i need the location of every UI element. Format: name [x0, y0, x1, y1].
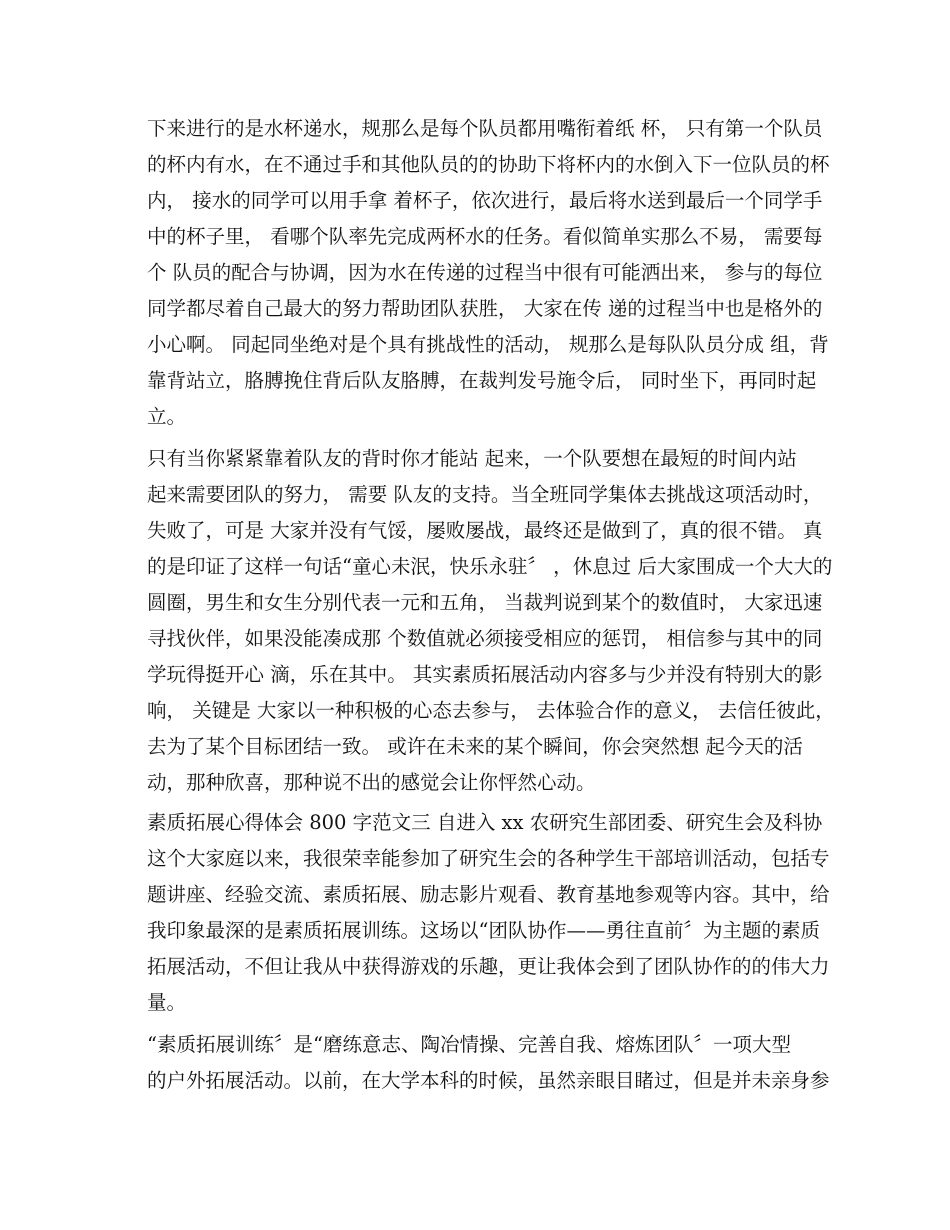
- text-line: 学玩得挺开心 滴，乐在其中。 其实素质拓展活动内容多与少并没有特别大的影: [147, 663, 823, 686]
- text-line: 起来需要团队的努力， 需要 队友的支持。当全班同学集体去挑战这项活动时，: [147, 483, 823, 506]
- text-line: 只有当你紧紧靠着队友的背时你才能站 起来，一个队要想在最短的时间内站: [147, 447, 797, 470]
- text-line: 个 队员的配合与协调，因为水在传递的过程当中很有可能洒出来， 参与的每位: [147, 261, 823, 284]
- text-line: 立。: [147, 405, 187, 428]
- text-line: 素质拓展心得体会 800 字范文三 自进入 xx 农研究生部团委、研究生会及科协: [147, 811, 823, 834]
- text-line: 响， 关键是 大家以一种积极的心态去参与， 去体验合作的意义， 去信任彼此，: [147, 699, 835, 722]
- text-line: 的户外拓展活动。以前，在大学本科的时候，虽然亲眼目睹过，但是并未亲身参: [147, 1069, 830, 1092]
- text-line: 靠背站立，胳膊挽住背后队友胳膊，在裁判发号施令后， 同时坐下，再同时起: [147, 369, 817, 392]
- text-line: 小心啊。 同起同坐绝对是个具有挑战性的活动， 规那么是每队队员分成 组，背: [147, 333, 829, 356]
- text-line: 我印象最深的是素质拓展训练。这场以“团队协作——勇往直前〞为主题的素质: [147, 919, 820, 942]
- text-line: 这个大家庭以来，我很荣幸能参加了研究生会的各种学生干部培训活动，包括专: [147, 847, 830, 870]
- text-line: 下来进行的是水杯递水，规那么是每个队员都用嘴衔着纸 杯， 只有第一个队员: [147, 117, 823, 140]
- text-line: “素质拓展训练〞是“磨练意志、陶冶情操、完善自我、熔炼团队〞一项大型: [147, 1033, 791, 1056]
- text-line: 圆圈，男生和女生分别代表一元和五角， 当裁判说到某个的数值时， 大家迅速: [147, 591, 823, 614]
- text-line: 量。: [147, 991, 187, 1014]
- text-line: 寻找伙伴，如果没能凑成那 个数值就必须接受相应的惩罚， 相信参与其中的同: [147, 627, 823, 650]
- text-line: 的是印证了这样一句话“童心未泯，快乐永驻〞 ，休息过 后大家围成一个大大的: [147, 555, 833, 578]
- text-line: 中的杯子里， 看哪个队率先完成两杯水的任务。看似简单实那么不易， 需要每: [147, 225, 823, 248]
- text-line: 失败了，可是 大家并没有气馁，屡败屡战，最终还是做到了，真的很不错。 真: [147, 519, 823, 542]
- text-line: 去为了某个目标团结一致。 或许在未来的某个瞬间，你会突然想 起今天的活: [147, 735, 803, 758]
- text-line: 拓展活动，不但让我从中获得游戏的乐趣，更让我体会到了团队协作的的伟大力: [147, 955, 830, 978]
- text-line: 题讲座、经验交流、素质拓展、励志影片观看、教育基地参观等内容。其中，给: [147, 883, 830, 906]
- text-line: 同学都尽着自己最大的努力帮助团队获胜， 大家在传 递的过程当中也是格外的: [147, 297, 823, 320]
- text-line: 内， 接水的同学可以用手拿 着杯子，依次进行，最后将水送到最后一个同学手: [147, 189, 823, 212]
- text-line: 动，那种欣喜，那种说不出的感觉会让你怦然心动。: [147, 771, 596, 794]
- text-line: 的杯内有水，在不通过手和其他队员的的协助下将杯内的水倒入下一位队员的杯: [147, 153, 830, 176]
